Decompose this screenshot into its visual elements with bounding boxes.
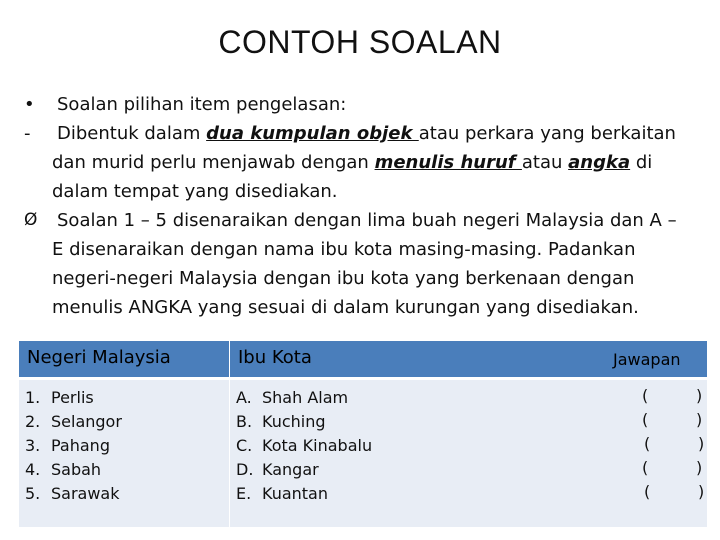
- list-item: 5. Sarawak: [25, 484, 120, 503]
- answer-close-bracket: ): [696, 458, 703, 477]
- matching-table: [18, 340, 708, 528]
- answer-open-bracket[interactable]: (: [642, 410, 649, 429]
- dash-marker-icon: -: [24, 123, 31, 144]
- answer-open-bracket[interactable]: (: [642, 386, 649, 405]
- header-states: Negeri Malaysia: [27, 347, 171, 368]
- list-item: 2. Selangor: [25, 412, 122, 431]
- bullet-text: dan murid perlu menjawab dengan menulis huruf atau angka di: [52, 152, 653, 173]
- answer-open-bracket[interactable]: (: [642, 458, 649, 477]
- states-list: [25, 386, 122, 506]
- header-answer: Jawapan: [613, 350, 681, 369]
- slide-title: CONTOH SOALAN: [218, 24, 502, 60]
- answer-close-bracket: ): [698, 482, 705, 501]
- answer-open-bracket[interactable]: (: [644, 482, 651, 501]
- header-capitals: Ibu Kota: [238, 347, 312, 368]
- answer-close-bracket: ): [696, 410, 703, 429]
- bullet-text: negeri-negeri Malaysia dengan ibu kota yang berkenaan dengan: [52, 268, 635, 289]
- capitals-column: [229, 379, 708, 528]
- list-item: A. Shah Alam: [236, 388, 349, 407]
- answer-close-bracket: ): [696, 386, 703, 405]
- list-item: 3. Pahang: [25, 436, 110, 455]
- capitals-list: [236, 386, 372, 506]
- bullet-text: Dibentuk dalam dua kumpulan objek atau perkara yang berkaitan: [57, 123, 676, 144]
- bullet-text: Soalan pilihan item pengelasan:: [57, 94, 347, 115]
- answer-open-bracket[interactable]: (: [644, 434, 651, 453]
- table-header-cell: [229, 340, 708, 378]
- bullet-text: E disenaraikan dengan nama ibu kota masing-masing. Padankan: [52, 239, 636, 260]
- list-item: 4. Sabah: [25, 460, 102, 479]
- bullet-dot-icon: •: [24, 94, 35, 115]
- list-item: E. Kuantan: [236, 484, 328, 503]
- list-item: B. Kuching: [236, 412, 326, 431]
- list-item: 1. Perlis: [25, 388, 94, 407]
- bullet-text: menulis ANGKA yang sesuai di dalam kurungan yang disediakan.: [52, 297, 639, 318]
- arrow-bullet-icon: Ø: [24, 210, 38, 230]
- states-column: [18, 379, 230, 528]
- table-header-cell: [18, 340, 230, 378]
- answer-close-bracket: ): [698, 434, 705, 453]
- list-item: D. Kangar: [236, 460, 319, 479]
- bullet-text: dalam tempat yang disediakan.: [52, 181, 338, 202]
- list-item: C. Kota Kinabalu: [236, 436, 373, 455]
- bullet-text: Soalan 1 – 5 disenaraikan dengan lima buah negeri Malaysia dan A –: [57, 210, 677, 231]
